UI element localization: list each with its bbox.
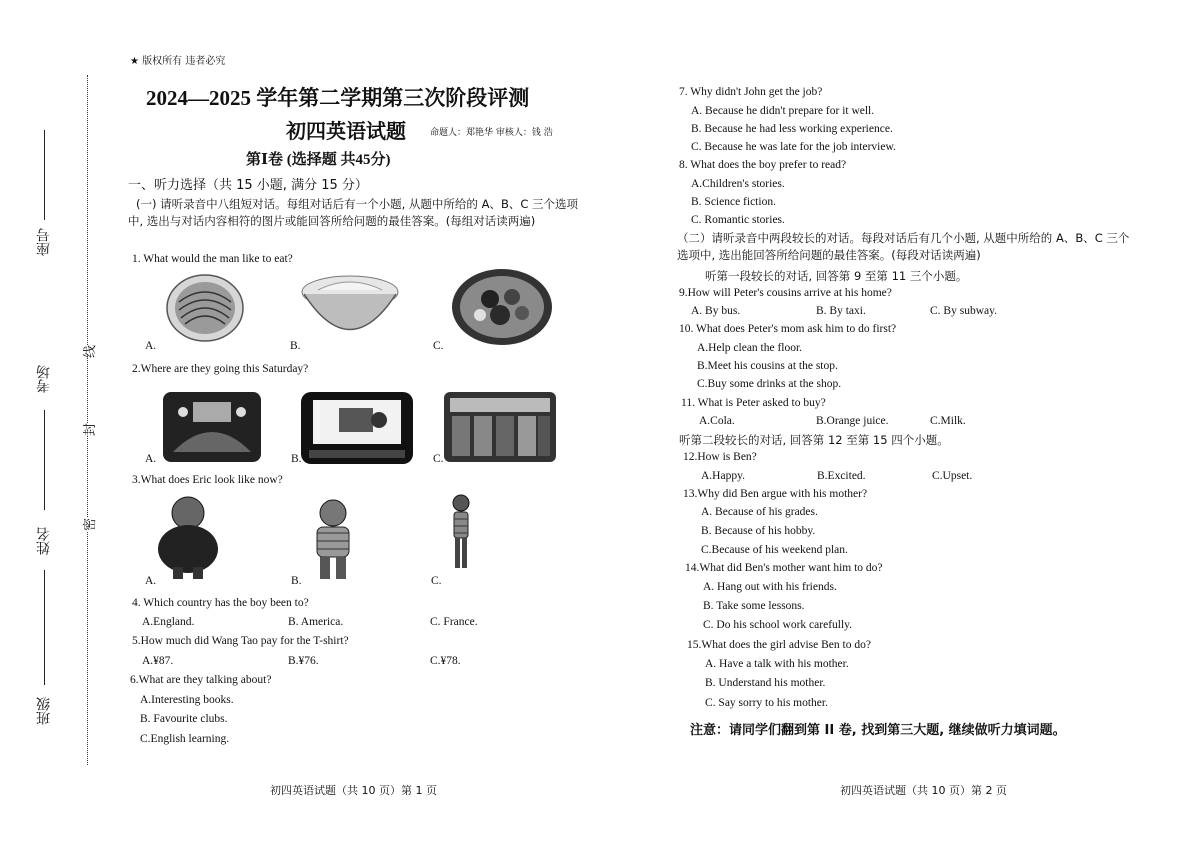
- seal-char-seal: 封: [79, 423, 98, 436]
- cinema-image: [301, 392, 413, 464]
- q13-option-a: A. Because of his grades.: [701, 506, 818, 518]
- room-label: 考场: [36, 365, 52, 393]
- q9-option-c: C. By subway.: [930, 305, 997, 317]
- q6-option-c: C.English learning.: [140, 733, 230, 745]
- turn-page-note: 注意：请同学们翻到第 II 卷, 找到第三大题, 继续做听力填词题。: [690, 723, 1066, 738]
- q9-option-b: B. By taxi.: [816, 305, 866, 317]
- q12-option-b: B.Excited.: [817, 470, 866, 482]
- footer-page-1: 初四英语试题（共 10 页）第 1 页: [270, 784, 437, 797]
- medium-boy-image: [303, 497, 363, 583]
- q7-option-c: C. Because he was late for the job interview.: [691, 141, 896, 153]
- question-5: 5.How much did Wang Tao pay for the T-shirt?: [132, 635, 349, 647]
- q14-option-a: A. Hang out with his friends.: [703, 581, 837, 593]
- exam-subtitle: 初四英语试题: [286, 121, 406, 143]
- thin-boy-image: [446, 493, 476, 575]
- question-13: 13.Why did Ben argue with his mother?: [683, 488, 868, 500]
- conversation-2-note: 听第二段较长的对话, 回答第 12 至第 15 四个小题。: [679, 433, 949, 447]
- question-8: 8. What does the boy prefer to read?: [679, 159, 847, 171]
- q11-option-c: C.Milk.: [930, 415, 966, 427]
- theater-image: [163, 392, 261, 462]
- q1-option-a: A.: [145, 340, 157, 352]
- conversation-1-note: 听第一段较长的对话, 回答第 9 至第 11 三个小题。: [705, 269, 968, 283]
- seal-dotted-line: [87, 75, 88, 765]
- question-10: 10. What does Peter's mom ask him to do first?: [679, 323, 897, 335]
- q13-option-b: B. Because of his hobby.: [701, 525, 816, 537]
- q13-option-c: C.Because of his weekend plan.: [701, 544, 848, 556]
- question-11: 11. What is Peter asked to buy?: [681, 397, 826, 409]
- q10-option-a: A.Help clean the floor.: [697, 342, 803, 354]
- q5-option-a: A.¥87.: [142, 655, 174, 667]
- question-7: 7. Why didn't John get the job?: [679, 86, 823, 98]
- class-label: 班级: [36, 697, 52, 725]
- question-1: 1. What would the man like to eat?: [132, 253, 293, 265]
- q8-option-a: A.Children's stories.: [691, 178, 785, 190]
- q1-option-c: C.: [433, 340, 444, 352]
- q14-option-c: C. Do his school work carefully.: [703, 619, 853, 631]
- q10-option-c: C.Buy some drinks at the shop.: [697, 378, 842, 390]
- q12-option-c: C.Upset.: [932, 470, 973, 482]
- q6-option-b: B. Favourite clubs.: [140, 713, 228, 725]
- q6-option-a: A.Interesting books.: [140, 694, 234, 706]
- seat-line: [44, 130, 45, 220]
- q7-option-a: A. Because he didn't prepare for it well.: [691, 105, 875, 117]
- q15-option-b: B. Understand his mother.: [705, 677, 826, 689]
- part-one-heading: 第Ⅰ卷 (选择题 共45分): [246, 152, 391, 168]
- section-two-instruction: （二）请听录音中两段较长的对话。每段对话后有几个小题, 从题中所给的 A、B、C 三个选项中, 选出能回答所给问题的最佳答案。(每段对话读两遍): [677, 231, 1130, 262]
- q3-option-b: B.: [291, 575, 302, 587]
- question-2: 2.Where are they going this Saturday?: [132, 363, 309, 375]
- q12-option-a: A.Happy.: [701, 470, 745, 482]
- seal-char-secret: 密: [79, 518, 98, 531]
- q1-option-b: B.: [290, 340, 301, 352]
- q5-option-c: C.¥78.: [430, 655, 461, 667]
- question-15: 15.What does the girl advise Ben to do?: [687, 639, 871, 651]
- seal-char-line: 线: [79, 345, 98, 358]
- question-6: 6.What are they talking about?: [130, 674, 272, 686]
- q4-option-b: B. America.: [288, 616, 344, 628]
- q8-option-c: C. Romantic stories.: [691, 214, 785, 226]
- dumplings-plate-image: [450, 267, 554, 347]
- q5-option-b: B.¥76.: [288, 655, 319, 667]
- exam-title: 2024—2025 学年第二学期第三次阶段评测: [146, 86, 530, 110]
- library-image: [444, 392, 556, 462]
- q2-option-c: C.: [433, 453, 444, 465]
- q2-option-a: A.: [145, 453, 157, 465]
- question-14: 14.What did Ben's mother want him to do?: [685, 562, 883, 574]
- q4-option-a: A.England.: [142, 616, 195, 628]
- seat-label: 座号: [36, 228, 52, 256]
- noodles-image: [165, 272, 245, 344]
- fat-boy-image: [153, 493, 223, 581]
- q10-option-b: B.Meet his cousins at the stop.: [697, 360, 838, 372]
- rice-bowl-image: [298, 270, 403, 348]
- q8-option-b: B. Science fiction.: [691, 196, 776, 208]
- question-12: 12.How is Ben?: [683, 451, 757, 463]
- exam-authors: 命题人：郑艳华 审核人：钱 浩: [430, 128, 553, 138]
- q4-option-c: C. France.: [430, 616, 478, 628]
- q3-option-c: C.: [431, 575, 442, 587]
- q11-option-a: A.Cola.: [699, 415, 735, 427]
- name-line: [44, 570, 45, 685]
- question-3: 3.What does Eric look like now?: [132, 474, 283, 486]
- q7-option-b: B. Because he had less working experience.: [691, 123, 893, 135]
- q3-option-a: A.: [145, 575, 157, 587]
- q9-option-a: A. By bus.: [691, 305, 741, 317]
- copyright-notice: ★ 版权所有 违者必究: [130, 56, 226, 67]
- question-4: 4. Which country has the boy been to?: [132, 597, 309, 609]
- section-one-instruction: (一) 请听录音中八组短对话。每组对话后有一个小题, 从题中所给的 A、B、C 三个选项中, 选出与对话内容相符的图片或能回答所给问题的最佳答案。(每组对话读两遍): [128, 197, 579, 228]
- room-line: [44, 410, 45, 510]
- name-label: 姓名: [36, 527, 52, 555]
- q11-option-b: B.Orange juice.: [816, 415, 889, 427]
- section-one-title: 一、听力选择（共 15 小题, 满分 15 分）: [128, 178, 368, 193]
- q15-option-a: A. Have a talk with his mother.: [705, 658, 849, 670]
- q14-option-b: B. Take some lessons.: [703, 600, 805, 612]
- q15-option-c: C. Say sorry to his mother.: [705, 697, 828, 709]
- question-9: 9.How will Peter's cousins arrive at his home?: [679, 287, 892, 299]
- q2-option-b: B.: [291, 453, 302, 465]
- binding-margin: [0, 0, 110, 848]
- footer-page-2: 初四英语试题（共 10 页）第 2 页: [840, 784, 1007, 797]
